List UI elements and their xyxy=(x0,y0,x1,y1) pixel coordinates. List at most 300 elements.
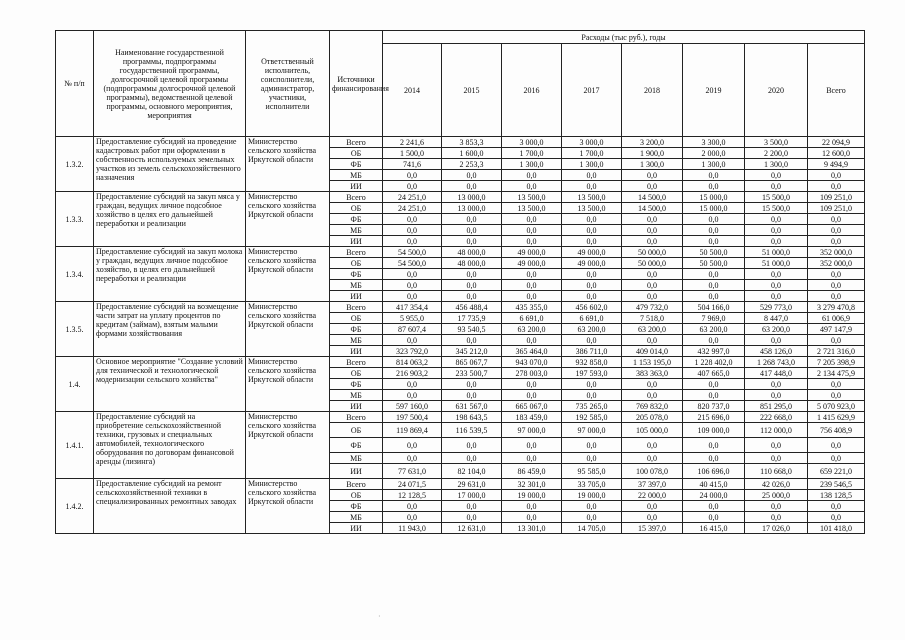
year-value: 1 700,0 xyxy=(502,148,562,159)
year-value: 0,0 xyxy=(562,214,622,225)
year-value: 2 253,3 xyxy=(442,159,502,170)
year-value: 63 200,0 xyxy=(745,324,808,335)
funding-source: ФБ xyxy=(330,159,383,170)
year-value: 0,0 xyxy=(562,501,622,512)
year-value: 13 500,0 xyxy=(502,203,562,214)
total-value: 0,0 xyxy=(808,181,865,192)
header-responsible: Ответственный исполнитель, соисполнители, администратор, участники, исполнители xyxy=(246,31,330,137)
table-row xyxy=(56,357,865,368)
year-value: 0,0 xyxy=(562,453,622,464)
year-value: 15 500,0 xyxy=(745,192,808,203)
item-name: Основное мероприятие "Создание условий для технической и технологической модернизации сельского хозяйства" xyxy=(94,357,246,412)
year-value: 1 268 743,0 xyxy=(745,357,808,368)
total-value: 0,0 xyxy=(808,236,865,247)
year-value: 0,0 xyxy=(502,501,562,512)
year-value: 0,0 xyxy=(383,269,442,280)
year-value: 1 600,0 xyxy=(442,148,502,159)
funding-source: ИИ xyxy=(330,346,383,357)
year-value: 2 241,6 xyxy=(383,137,442,148)
year-value: 0,0 xyxy=(683,512,745,523)
year-value: 2 000,0 xyxy=(683,148,745,159)
year-value: 814 063,2 xyxy=(383,357,442,368)
year-value: 63 200,0 xyxy=(562,324,622,335)
year-value: 205 078,0 xyxy=(622,412,683,423)
funding-source: ФБ xyxy=(330,269,383,280)
funding-source: Всего xyxy=(330,412,383,423)
year-value: 0,0 xyxy=(442,291,502,302)
year-value: 0,0 xyxy=(562,390,622,401)
funding-source: Всего xyxy=(330,302,383,313)
year-value: 0,0 xyxy=(442,453,502,464)
year-value: 0,0 xyxy=(383,335,442,346)
total-value: 0,0 xyxy=(808,269,865,280)
year-value: 0,0 xyxy=(502,453,562,464)
year-value: 0,0 xyxy=(622,280,683,291)
year-value: 0,0 xyxy=(502,379,562,390)
year-value: 0,0 xyxy=(562,269,622,280)
total-value: 0,0 xyxy=(808,390,865,401)
year-value: 0,0 xyxy=(502,236,562,247)
year-value: 0,0 xyxy=(745,214,808,225)
year-value: 0,0 xyxy=(622,335,683,346)
year-value: 42 026,0 xyxy=(745,479,808,490)
year-value: 51 000,0 xyxy=(745,258,808,269)
year-value: 48 000,0 xyxy=(442,247,502,258)
total-value: 22 094,9 xyxy=(808,137,865,148)
year-value: 0,0 xyxy=(442,438,502,453)
item-name: Предоставление субсидий на проведение кадастровых работ при оформлении в собственность используемых земельных участков из земель сельскохозяйственного назначения xyxy=(94,137,246,192)
year-value: 0,0 xyxy=(383,225,442,236)
year-value: 192 585,0 xyxy=(562,412,622,423)
year-value: 0,0 xyxy=(683,379,745,390)
year-value: 197 593,0 xyxy=(562,368,622,379)
total-value: 659 221,0 xyxy=(808,464,865,479)
year-value: 24 251,0 xyxy=(383,192,442,203)
year-value: 0,0 xyxy=(683,390,745,401)
funding-source: ОБ xyxy=(330,368,383,379)
year-value: 0,0 xyxy=(383,214,442,225)
year-value: 0,0 xyxy=(562,335,622,346)
year-value: 0,0 xyxy=(745,225,808,236)
year-value: 0,0 xyxy=(683,453,745,464)
year-value: 14 500,0 xyxy=(622,192,683,203)
total-value: 7 205 398,9 xyxy=(808,357,865,368)
total-value: 2 721 316,0 xyxy=(808,346,865,357)
year-value: 14 705,0 xyxy=(562,523,622,534)
year-value: 109 000,0 xyxy=(683,423,745,438)
funding-source: МБ xyxy=(330,280,383,291)
year-value: 49 000,0 xyxy=(562,247,622,258)
total-value: 101 418,0 xyxy=(808,523,865,534)
year-value: 233 500,7 xyxy=(442,368,502,379)
total-value: 3 279 470,8 xyxy=(808,302,865,313)
year-value: 1 300,0 xyxy=(683,159,745,170)
year-value: 432 997,0 xyxy=(683,346,745,357)
year-value: 50 500,0 xyxy=(683,258,745,269)
year-value: 0,0 xyxy=(562,225,622,236)
year-value: 0,0 xyxy=(562,291,622,302)
funding-source: ИИ xyxy=(330,181,383,192)
total-value: 0,0 xyxy=(808,379,865,390)
year-value: 529 773,0 xyxy=(745,302,808,313)
year-value: 0,0 xyxy=(442,181,502,192)
year-value: 769 832,0 xyxy=(622,401,683,412)
year-value: 0,0 xyxy=(683,438,745,453)
year-value: 22 000,0 xyxy=(622,490,683,501)
year-value: 17 026,0 xyxy=(745,523,808,534)
year-value: 3 500,0 xyxy=(745,137,808,148)
year-value: 216 903,2 xyxy=(383,368,442,379)
year-value: 32 301,0 xyxy=(502,479,562,490)
item-number: 1.3.2. xyxy=(56,137,94,192)
year-value: 0,0 xyxy=(745,390,808,401)
year-value: 0,0 xyxy=(622,181,683,192)
year-value: 741,6 xyxy=(383,159,442,170)
item-responsible: Министерство сельского хозяйства Иркутской области xyxy=(246,357,330,412)
header-total: Всего xyxy=(808,44,865,137)
funding-source: ФБ xyxy=(330,324,383,335)
year-value: 13 301,0 xyxy=(502,523,562,534)
item-responsible: Министерство сельского хозяйства Иркутской области xyxy=(246,137,330,192)
year-value: 0,0 xyxy=(683,335,745,346)
year-value: 25 000,0 xyxy=(745,490,808,501)
year-value: 13 500,0 xyxy=(562,192,622,203)
year-value: 24 071,5 xyxy=(383,479,442,490)
year-value: 456 602,0 xyxy=(562,302,622,313)
funding-source: ОБ xyxy=(330,148,383,159)
header-year: 2018 xyxy=(622,44,683,137)
year-value: 417 354,4 xyxy=(383,302,442,313)
year-value: 0,0 xyxy=(442,214,502,225)
year-value: 1 300,0 xyxy=(562,159,622,170)
year-value: 0,0 xyxy=(442,225,502,236)
year-value: 13 000,0 xyxy=(442,203,502,214)
header-funding-sources: Источники финансирования xyxy=(330,31,383,137)
year-value: 456 488,4 xyxy=(442,302,502,313)
total-value: 0,0 xyxy=(808,225,865,236)
year-value: 0,0 xyxy=(502,438,562,453)
year-value: 0,0 xyxy=(383,236,442,247)
year-value: 665 067,0 xyxy=(502,401,562,412)
year-value: 0,0 xyxy=(622,291,683,302)
year-value: 0,0 xyxy=(745,280,808,291)
table-row xyxy=(56,479,865,490)
total-value: 1 415 629,9 xyxy=(808,412,865,423)
year-value: 110 668,0 xyxy=(745,464,808,479)
year-value: 0,0 xyxy=(745,236,808,247)
year-value: 0,0 xyxy=(622,236,683,247)
year-value: 183 459,0 xyxy=(502,412,562,423)
year-value: 95 585,0 xyxy=(562,464,622,479)
year-value: 932 858,0 xyxy=(562,357,622,368)
total-value: 352 000,0 xyxy=(808,247,865,258)
total-value: 497 147,9 xyxy=(808,324,865,335)
year-value: 0,0 xyxy=(745,453,808,464)
year-value: 1 300,0 xyxy=(622,159,683,170)
header-year: 2019 xyxy=(683,44,745,137)
year-value: 15 000,0 xyxy=(683,192,745,203)
year-value: 0,0 xyxy=(383,501,442,512)
item-responsible: Министерство сельского хозяйства Иркутской области xyxy=(246,412,330,479)
year-value: 0,0 xyxy=(562,280,622,291)
year-value: 0,0 xyxy=(622,453,683,464)
item-number: 1.3.4. xyxy=(56,247,94,302)
year-value: 0,0 xyxy=(562,438,622,453)
year-value: 0,0 xyxy=(502,269,562,280)
year-value: 407 665,0 xyxy=(683,368,745,379)
year-value: 12 631,0 xyxy=(442,523,502,534)
year-value: 33 705,0 xyxy=(562,479,622,490)
year-value: 597 160,0 xyxy=(383,401,442,412)
funding-source: ИИ xyxy=(330,401,383,412)
year-value: 0,0 xyxy=(745,501,808,512)
year-value: 112 000,0 xyxy=(745,423,808,438)
year-value: 1 300,0 xyxy=(745,159,808,170)
year-value: 735 265,0 xyxy=(562,401,622,412)
year-value: 87 607,4 xyxy=(383,324,442,335)
header-program-name: Наименование государственной программы, подпрограммы государственной программы, долгосрочной целевой программы (подпрограммы долгосрочной целевой программы), ведомственной целевой программы, основного мероприятия, мероприятия xyxy=(94,31,246,137)
year-value: 0,0 xyxy=(442,390,502,401)
funding-source: МБ xyxy=(330,390,383,401)
table-row xyxy=(56,247,865,258)
year-value: 197 500,4 xyxy=(383,412,442,423)
scan-speck: · xyxy=(378,612,381,621)
year-value: 49 000,0 xyxy=(562,258,622,269)
total-value: 109 251,0 xyxy=(808,192,865,203)
year-value: 0,0 xyxy=(502,335,562,346)
year-value: 63 200,0 xyxy=(683,324,745,335)
year-value: 0,0 xyxy=(683,280,745,291)
total-value: 5 070 923,0 xyxy=(808,401,865,412)
header-year: 2015 xyxy=(442,44,502,137)
year-value: 0,0 xyxy=(745,291,808,302)
year-value: 0,0 xyxy=(683,291,745,302)
year-value: 16 415,0 xyxy=(683,523,745,534)
funding-source: ФБ xyxy=(330,501,383,512)
year-value: 86 459,0 xyxy=(502,464,562,479)
funding-source: ОБ xyxy=(330,203,383,214)
year-value: 5 955,0 xyxy=(383,313,442,324)
year-value: 54 500,0 xyxy=(383,258,442,269)
year-value: 0,0 xyxy=(383,438,442,453)
total-value: 0,0 xyxy=(808,335,865,346)
year-value: 851 295,0 xyxy=(745,401,808,412)
year-value: 0,0 xyxy=(622,170,683,181)
year-value: 0,0 xyxy=(745,170,808,181)
item-responsible: Министерство сельского хозяйства Иркутской области xyxy=(246,247,330,302)
year-value: 0,0 xyxy=(745,438,808,453)
header-expenses: Расходы (тыс руб.), годы xyxy=(383,31,865,44)
year-value: 365 464,0 xyxy=(502,346,562,357)
item-name: Предоставление субсидий на приобретение сельскохозяйственной техники, грузовых и специальных автомобилей, технологического оборудования по договорам финансовой аренды (лизинга) xyxy=(94,412,246,479)
year-value: 100 078,0 xyxy=(622,464,683,479)
funding-source: ФБ xyxy=(330,214,383,225)
year-value: 0,0 xyxy=(502,170,562,181)
year-value: 417 448,0 xyxy=(745,368,808,379)
year-value: 0,0 xyxy=(383,280,442,291)
year-value: 1 228 402,0 xyxy=(683,357,745,368)
year-value: 116 539,5 xyxy=(442,423,502,438)
total-value: 9 494,9 xyxy=(808,159,865,170)
year-value: 15 500,0 xyxy=(745,203,808,214)
total-value: 0,0 xyxy=(808,280,865,291)
year-value: 0,0 xyxy=(562,379,622,390)
year-value: 24 000,0 xyxy=(683,490,745,501)
funding-source: ИИ xyxy=(330,464,383,479)
funding-source: ФБ xyxy=(330,438,383,453)
year-value: 0,0 xyxy=(442,170,502,181)
year-value: 435 355,0 xyxy=(502,302,562,313)
year-value: 0,0 xyxy=(622,214,683,225)
funding-source: ОБ xyxy=(330,313,383,324)
item-name: Предоставление субсидий на закуп молока у граждан, ведущих личное подсобное хозяйство, в целях его дальнейшей переработки и реализации xyxy=(94,247,246,302)
year-value: 11 943,0 xyxy=(383,523,442,534)
year-value: 0,0 xyxy=(383,181,442,192)
year-value: 93 540,5 xyxy=(442,324,502,335)
year-value: 865 067,7 xyxy=(442,357,502,368)
year-value: 0,0 xyxy=(442,335,502,346)
year-value: 77 631,0 xyxy=(383,464,442,479)
year-value: 0,0 xyxy=(562,512,622,523)
year-value: 409 014,0 xyxy=(622,346,683,357)
year-value: 13 500,0 xyxy=(562,203,622,214)
year-value: 40 415,0 xyxy=(683,479,745,490)
year-value: 383 363,0 xyxy=(622,368,683,379)
year-value: 345 212,0 xyxy=(442,346,502,357)
funding-source: Всего xyxy=(330,479,383,490)
year-value: 0,0 xyxy=(562,170,622,181)
table-row xyxy=(56,137,865,148)
year-value: 0,0 xyxy=(502,280,562,291)
year-value: 51 000,0 xyxy=(745,247,808,258)
year-value: 0,0 xyxy=(683,501,745,512)
year-value: 7 969,0 xyxy=(683,313,745,324)
year-value: 386 711,0 xyxy=(562,346,622,357)
year-value: 0,0 xyxy=(442,280,502,291)
year-value: 7 518,0 xyxy=(622,313,683,324)
budget-table xyxy=(55,30,865,534)
table-row xyxy=(56,192,865,203)
year-value: 17 735,9 xyxy=(442,313,502,324)
year-value: 0,0 xyxy=(502,225,562,236)
year-value: 0,0 xyxy=(745,379,808,390)
total-value: 109 251,0 xyxy=(808,203,865,214)
header-row-top xyxy=(56,31,865,44)
year-value: 0,0 xyxy=(562,181,622,192)
year-value: 12 128,5 xyxy=(383,490,442,501)
year-value: 1 300,0 xyxy=(502,159,562,170)
year-value: 0,0 xyxy=(622,225,683,236)
year-value: 1 153 195,0 xyxy=(622,357,683,368)
year-value: 105 000,0 xyxy=(622,423,683,438)
year-value: 119 869,4 xyxy=(383,423,442,438)
year-value: 2 200,0 xyxy=(745,148,808,159)
total-value: 0,0 xyxy=(808,453,865,464)
total-value: 12 600,0 xyxy=(808,148,865,159)
year-value: 15 000,0 xyxy=(683,203,745,214)
item-number: 1.3.3. xyxy=(56,192,94,247)
total-value: 2 134 475,9 xyxy=(808,368,865,379)
year-value: 504 166,0 xyxy=(683,302,745,313)
year-value: 0,0 xyxy=(562,236,622,247)
year-value: 49 000,0 xyxy=(502,247,562,258)
funding-source: ФБ xyxy=(330,379,383,390)
year-value: 17 000,0 xyxy=(442,490,502,501)
funding-source: Всего xyxy=(330,137,383,148)
total-value: 138 128,5 xyxy=(808,490,865,501)
year-value: 3 300,0 xyxy=(683,137,745,148)
year-value: 0,0 xyxy=(745,269,808,280)
funding-source: МБ xyxy=(330,170,383,181)
year-value: 3 200,0 xyxy=(622,137,683,148)
table-row xyxy=(56,302,865,313)
year-value: 0,0 xyxy=(383,390,442,401)
year-value: 943 070,0 xyxy=(502,357,562,368)
funding-source: МБ xyxy=(330,512,383,523)
funding-source: ОБ xyxy=(330,490,383,501)
year-value: 6 691,0 xyxy=(562,313,622,324)
year-value: 0,0 xyxy=(622,501,683,512)
total-value: 0,0 xyxy=(808,214,865,225)
year-value: 0,0 xyxy=(745,335,808,346)
funding-source: МБ xyxy=(330,453,383,464)
funding-source: Всего xyxy=(330,247,383,258)
year-value: 3 853,3 xyxy=(442,137,502,148)
year-value: 37 397,0 xyxy=(622,479,683,490)
item-number: 1.4. xyxy=(56,357,94,412)
year-value: 0,0 xyxy=(442,379,502,390)
year-value: 97 000,0 xyxy=(502,423,562,438)
year-value: 0,0 xyxy=(442,269,502,280)
year-value: 1 900,0 xyxy=(622,148,683,159)
year-value: 0,0 xyxy=(622,438,683,453)
total-value: 0,0 xyxy=(808,438,865,453)
item-number: 1.3.5. xyxy=(56,302,94,357)
item-name: Предоставление субсидий на возмещение части затрат на уплату процентов по кредитам (займам), взятым малыми формами хозяйствования xyxy=(94,302,246,357)
header-year: 2014 xyxy=(383,44,442,137)
item-number: 1.4.1. xyxy=(56,412,94,479)
year-value: 0,0 xyxy=(745,512,808,523)
header-year: 2016 xyxy=(502,44,562,137)
year-value: 479 732,0 xyxy=(622,302,683,313)
year-value: 13 000,0 xyxy=(442,192,502,203)
year-value: 24 251,0 xyxy=(383,203,442,214)
year-value: 50 500,0 xyxy=(683,247,745,258)
item-name: Предоставление субсидий на ремонт сельскохозяйственной техники в специализированных ремонтных заводах xyxy=(94,479,246,534)
total-value: 352 000,0 xyxy=(808,258,865,269)
header-year: 2017 xyxy=(562,44,622,137)
total-value: 0,0 xyxy=(808,512,865,523)
year-value: 97 000,0 xyxy=(562,423,622,438)
header-number: № п/п xyxy=(56,31,94,137)
year-value: 0,0 xyxy=(683,236,745,247)
year-value: 0,0 xyxy=(622,379,683,390)
item-name: Предоставление субсидий на закуп мяса у граждан, ведущих личное подсобное хозяйство в целях его дальнейшей переработки и реализации xyxy=(94,192,246,247)
year-value: 323 792,0 xyxy=(383,346,442,357)
year-value: 13 500,0 xyxy=(502,192,562,203)
funding-source: МБ xyxy=(330,335,383,346)
year-value: 215 696,0 xyxy=(683,412,745,423)
year-value: 0,0 xyxy=(502,214,562,225)
year-value: 0,0 xyxy=(383,170,442,181)
funding-source: ОБ xyxy=(330,423,383,438)
total-value: 756 408,9 xyxy=(808,423,865,438)
total-value: 0,0 xyxy=(808,501,865,512)
year-value: 0,0 xyxy=(683,181,745,192)
funding-source: ОБ xyxy=(330,258,383,269)
funding-source: ИИ xyxy=(330,291,383,302)
year-value: 0,0 xyxy=(683,214,745,225)
